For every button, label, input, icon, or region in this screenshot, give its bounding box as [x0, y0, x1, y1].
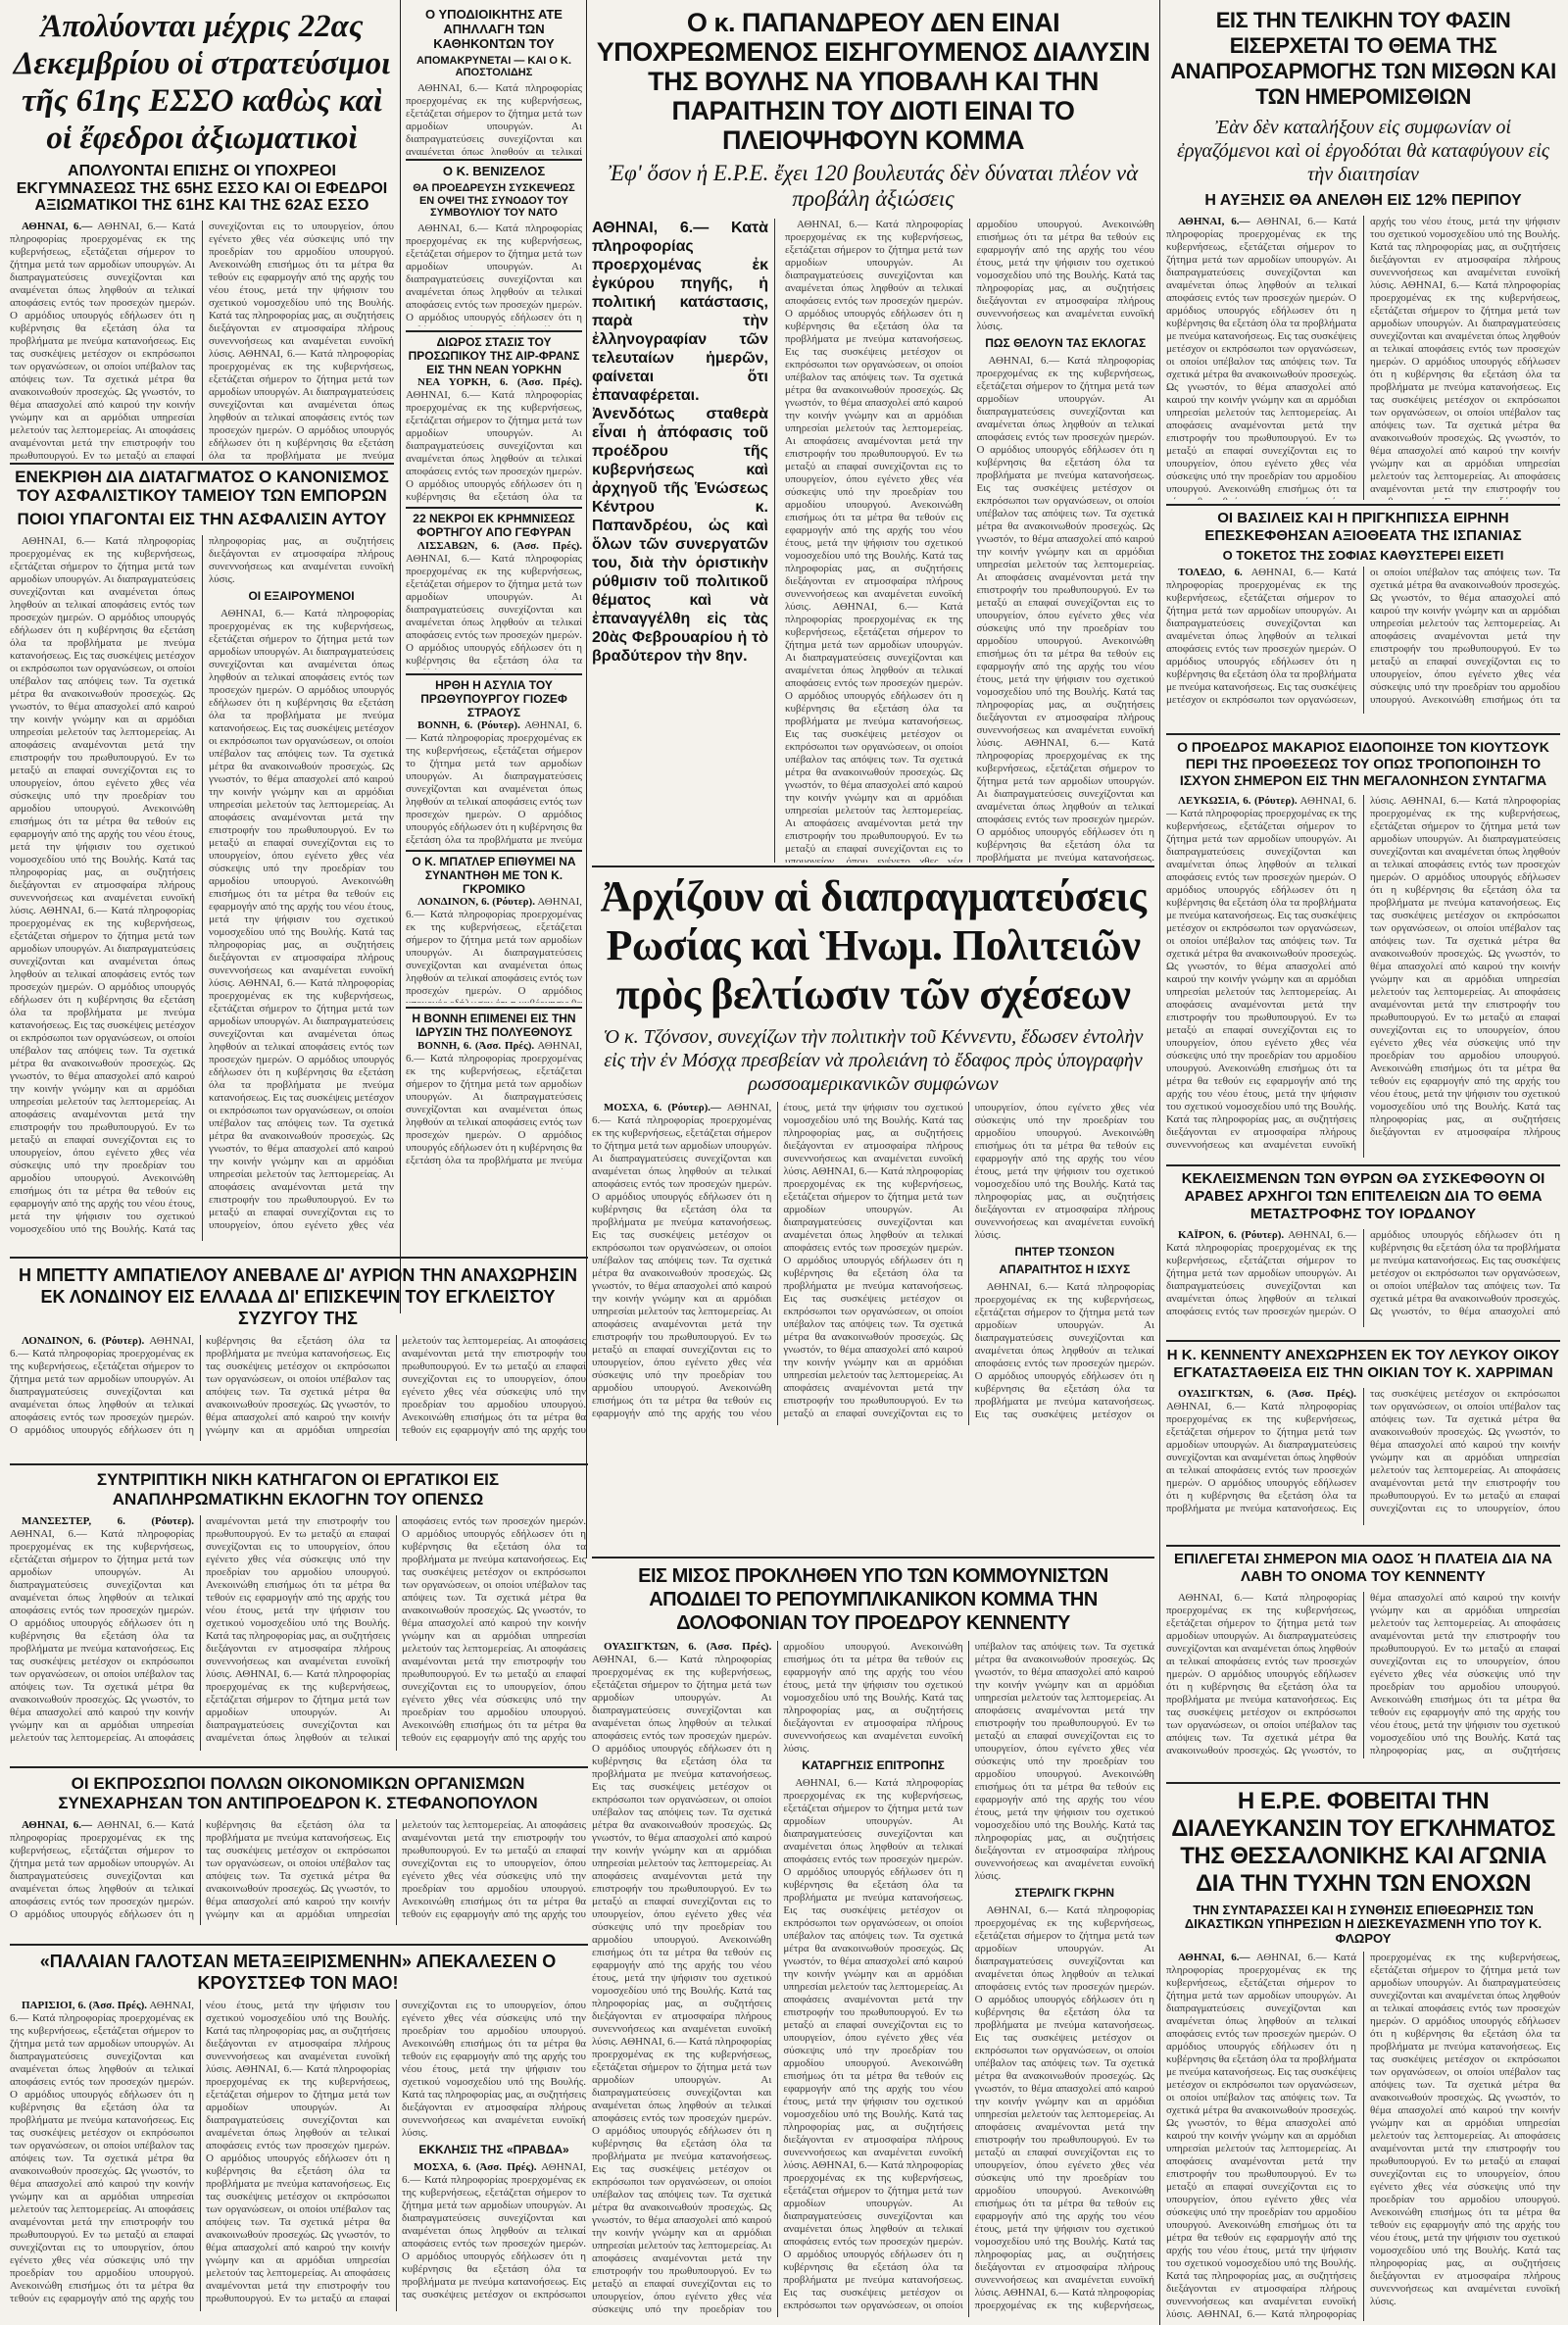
- subheadline: ΠΟΙΟΙ ΥΠΑΓΟΝΤΑΙ ΕΙΣ ΤΗΝ ΑΣΦΑΛΙΣΙΝ ΑΥΤΟΥ: [17, 510, 387, 529]
- article-ekprosopoi: [10, 1774, 586, 1941]
- headline: ΟΙ ΕΚΠΡΟΣΩΠΟΙ ΠΟΛΛΩΝ ΟΙΚΟΝΟΜΙΚΩΝ ΟΡΓΑΝΙΣΜΩΝ ΣΥΝΕΧΑΡΗΣΑΝ ΤΟΝ ΑΝΤΙΠΡΟΕΔΡΟΝ Κ. ΣΤΕΦΑΝΟΠΟΥΛΟΝ: [58, 1774, 538, 1812]
- headline: ΕΙΣ ΜΙΣΟΣ ΠΡΟΚΛΗΘΕΝ ΥΠΟ ΤΩΝ ΚΟΜΜΟΥΝΙΣΤΩΝ ΑΠΟΔΙΔΕΙ ΤΟ ΡΕΠΟΥΜΠΛΙΚΑΝΙΚΟΝ ΚΟΜΜΑ ΤΗΝ ΔΟΛΟΦΟΝΙΑΝ ΤΟΥ ΠΡΟΕΔΡΟΥ ΚΕΝΝΕΝΤΥ: [638, 1565, 1108, 1634]
- article-body: [10, 1335, 586, 1441]
- headline: ΕΠΙΛΕΓΕΤΑΙ ΣΗΜΕΡΟΝ ΜΙΑ ΟΔΟΣ Ή ΠΛΑΤΕΙΑ ΔΙΑ ΝΑ ΛΑΒΗ ΤΟ ΟΝΟΜΑ ΤΟΥ ΚΕΝΝΕΝΤΥ: [1174, 1551, 1552, 1585]
- section-heading: ΟΙ ΕΞΑΙΡΟΥΜΕΝΟΙ: [248, 589, 355, 604]
- section-rule: [1166, 1164, 1560, 1166]
- brief-ypodioikitis: [406, 8, 582, 155]
- article-telikifasin: [1166, 8, 1560, 500]
- article-body: [406, 896, 582, 1003]
- dateline: ΚΑΪΡΟΝ, 6. (Ρόυτερ).: [1178, 1229, 1285, 1241]
- section-rule: [10, 463, 394, 465]
- section-heading: ΑΠΑΡΑΙΤΗΤΟΣ Η ΙΣΧΥΣ: [999, 1261, 1131, 1276]
- article-body: [1166, 1952, 1560, 2321]
- subheadline: ΑΠΟΜΑΚΡΥΝΕΤΑΙ — ΚΑΙ Ο Κ. ΑΠΟΣΤΟΛΙΔΗΣ: [416, 54, 572, 79]
- body-text: [1166, 567, 1560, 706]
- dateline: ΟΥΑΣΙΓΚΤΩΝ, 6. (Ἀσσ. Πρές).: [604, 1641, 772, 1653]
- body-text: [10, 1335, 586, 1436]
- body-text: [1166, 1952, 1560, 2320]
- body-text: [406, 82, 582, 155]
- dateline: ΒΟΝΝΗ, 6. (Ρόυτερ).: [417, 719, 520, 732]
- article-body: [406, 82, 582, 155]
- article-apolyontai: [10, 8, 394, 461]
- article-kennenty-lefkos: [1166, 1347, 1560, 1543]
- article-body: [1166, 1229, 1560, 1327]
- section-rule: [592, 1557, 1154, 1558]
- headline: ΚΕΚΛΕΙΣΜΕΝΩΝ ΤΩΝ ΘΥΡΩΝ ΘΑ ΣΥΣΚΕΦΘΟΥΝ ΟΙ ΑΡΑΒΕΣ ΑΡΧΗΓΟΙ ΤΩΝ ΕΠΙΤΕΛΕΙΩΝ ΔΙΑ ΤΟ ΘΕΜΑ ΜΕΤΑΣΤΡΟΦΗΣ ΤΟΥ ΙΟΡΔΑΝΟΥ: [1181, 1170, 1545, 1222]
- body-text: [1166, 795, 1560, 1151]
- dateline: ΟΥΑΣΙΓΚΤΩΝ, 6. (Ἀσσ. Πρές).: [1178, 1388, 1356, 1400]
- body-text: [10, 1515, 586, 1744]
- dateline: ΛΟΝΔΙΝΟΝ, 6. (Ρόυτερ).: [417, 896, 535, 909]
- headline: Ο κ. ΠΑΠΑΝΔΡΕΟΥ ΔΕΝ ΕΙΝΑΙ ΥΠΟΧΡΕΩΜΕΝΟΣ ΕΙΣΗΓΟΥΜΕΝΟΣ ΔΙΑΛΥΣΙΝ ΤΗΣ ΒΟΥΛΗΣ ΝΑ ΥΠΟΒΑΛΗ ΚΑΙ ΤΗΝ ΠΑΡΑΙΤΗΣΙΝ ΤΟΥ ΔΙΟΤΙ ΕΙΝΑΙ ΤΟ ΠΛΕΙΟΨΗΦΟΥΝ ΚΟΜΜΑ: [596, 8, 1151, 155]
- headline: Ο Κ. ΜΠΑΤΛΕΡ ΕΠΙΘΥΜΕΙ ΝΑ ΣΥΝΑΝΤΗΘΗ ΜΕ ΤΟΝ Κ. ΓΚΡΟΜΙΚΟ: [412, 856, 576, 896]
- article-archizoun: [592, 872, 1154, 1500]
- article-palaian: [10, 1951, 586, 2321]
- brief-nekroi22: [406, 513, 582, 669]
- subheadline: Ο ΤΟΚΕΤΟΣ ΤΗΣ ΣΟΦΙΑΣ ΚΑΘΥΣΤΕΡΕΙ ΕΙΣΕΤΙ: [1222, 548, 1504, 563]
- article-misos: [592, 1564, 1154, 2319]
- article-epilegetai: [1166, 1551, 1560, 1778]
- headline: ΕΙΣ ΤΗΝ ΤΕΛΙΚΗΝ ΤΟΥ ΦΑΣΙΝ ΕΙΣΕΡΧΕΤΑΙ ΤΟ ΘΕΜΑ ΤΗΣ ΑΝΑΠΡΟΣΑΡΜΟΓΗΣ ΤΩΝ ΜΙΣΘΩΝ ΚΑΙ ΤΩΝ ΗΜΕΡΟΜΙΣΘΙΩΝ: [1170, 8, 1556, 109]
- dateline: ΑΘΗΝΑΙ, 6.—: [1178, 215, 1250, 227]
- section-heading: ΠΗΤΕΡ ΤΣΟΝΣΟΝ: [1014, 1245, 1115, 1259]
- body-text: [406, 223, 582, 326]
- subheadline: ΑΠΟΛΥΟΝΤΑΙ ΕΠΙΣΗΣ ΟΙ ΥΠΟΧΡΕΟΙ ΕΚΓΥΜΝΑΣΕΩΣ ΤΗΣ 65ΗΣ ΕΣΣΟ ΚΑΙ ΟΙ ΕΦΕΔΡΟΙ ΑΞΙΩΜΑΤΙΚΟΙ ΤΗΣ 61ΗΣ ΚΑΙ ΤΗΣ 62ΑΣ ΕΣΣΟ: [16, 163, 388, 215]
- column-rule: [400, 0, 401, 1313]
- section-rule: [1166, 1782, 1560, 1784]
- article-body: [10, 535, 394, 1241]
- article-body: [406, 540, 582, 669]
- headline: ΔΙΩΡΟΣ ΣΤΑΣΙΣ ΤΟΥ ΠΡΟΣΩΠΙΚΟΥ ΤΗΣ ΑΙΡ-ΦΡΑΝΣ ΕΙΣ ΤΗΝ ΝΕΑΝ ΥΟΡΚΗΝ: [408, 336, 580, 376]
- section-heading: ΚΑΤΑΡΓΗΣΙΣ ΕΠΙΤΡΟΠΗΣ: [802, 1758, 945, 1772]
- column-rule: [586, 0, 587, 1558]
- section-heading: ΕΚΚΛΗΣΙΣ ΤΗΣ «ΠΡΑΒΔΑ»: [418, 2143, 569, 2156]
- section-heading: ΠΩΣ ΘΕΛΟΥΝ ΤΑΣ ΕΚΛΟΓΑΣ: [985, 335, 1147, 350]
- section-rule: [592, 866, 1154, 867]
- headline: Η ΒΟΝΝΗ ΕΠΙΜΕΝΕΙ ΕΙΣ ΤΗΝ ΙΔΡΥΣΙΝ ΤΗΣ ΠΟΛΥΕΘΝΟΥΣ: [412, 1013, 576, 1039]
- body-text: [10, 221, 394, 461]
- article-vasileis: [1166, 510, 1560, 730]
- headline: Ο ΥΠΟΔΙΟΙΚΗΤΗΣ ΑΤΕ ΑΠΗΛΛΑΓΗ ΤΩΝ ΚΑΘΗΚΟΝΤΩΝ ΤΟΥ: [425, 8, 563, 51]
- brief-rule: [406, 507, 582, 509]
- brief-venizelos: [406, 165, 582, 326]
- dateline: ΛΙΣΣΑΒΩΝ, 6. (Ἀσσ. Πρές).: [417, 539, 582, 552]
- body-text: [1166, 1388, 1560, 1514]
- headline: ΕΝΕΚΡΙΘΗ ΔΙΑ ΔΙΑΤΑΓΜΑΤΟΣ Ο ΚΑΝΟΝΙΣΜΟΣ ΤΟΥ ΑΣΦΑΛΙΣΤΙΚΟΥ ΤΑΜΕΙΟΥ ΤΩΝ ΕΜΠΟΡΩΝ: [15, 469, 389, 505]
- section-heading: ΣΤΕΡΛΙΓΚ ΓΚΡΗΝ: [1014, 1886, 1115, 1900]
- body-text: [10, 1819, 586, 1920]
- article-body: [1166, 795, 1560, 1158]
- article-body: [406, 223, 582, 326]
- subheadline: ΘΑ ΠΡΟΕΔΡΕΥΣΗ ΣΥΣΚΕΨΕΩΣ ΕΝ ΟΨΕΙ ΤΗΣ ΣΥΝΟΔΟΥ ΤΟΥ ΣΥΜΒΟΥΛΙΟΥ ΤΟΥ ΝΑΤΟ: [413, 181, 575, 220]
- body-text: [1166, 1592, 1560, 1756]
- article-body: [10, 2000, 586, 2311]
- article-body: [10, 221, 394, 461]
- brief-rule: [406, 1007, 582, 1009]
- dateline: ΜΟΣΧΑ, 6. (Ρόυτερ).—: [604, 1102, 722, 1113]
- subheadline: ΤΗΝ ΣΥΝΤΑΡΑΣΣΕΙ ΚΑΙ Η ΣΥΝΘΗΣΙΣ ΕΠΙΘΕΩΡΗΣΙΣ ΤΩΝ ΔΙΚΑΣΤΙΚΩΝ ΥΠΗΡΕΣΙΩΝ Η ΔΙΕΣΚΕΥΑΣΜΕΝΗ ΥΠΟ ΤΟΥ Κ. ΦΛΩΡΟΥ: [1184, 1903, 1543, 1946]
- body-text: [1166, 1229, 1560, 1317]
- body-text: [406, 1040, 582, 1169]
- article-ere-fovitai: [1166, 1788, 1560, 2321]
- body-text: [406, 719, 582, 846]
- brief-column: [406, 8, 582, 1255]
- article-body: [1166, 1388, 1560, 1525]
- dateline: ΤΟΛΕΔΟ, 6.: [1178, 567, 1243, 579]
- article-body: [1166, 567, 1560, 714]
- dateline: ΑΘΗΝΑΙ, 6.—: [1178, 1951, 1250, 1963]
- dateline: ΜΟΣΧΑ, 6. (Ἀσσ. Πρές).: [414, 2160, 537, 2173]
- article-body: [1166, 216, 1560, 500]
- dateline: ΜΑΝΣΕΣΤΕΡ, 6. (Ρόυτερ).: [22, 1515, 194, 1527]
- dateline: ΒΟΝΝΗ, 6. (Ἀσσ. Πρές).: [417, 1039, 535, 1052]
- brief-rule: [406, 159, 582, 161]
- headline: ΟΙ ΒΑΣΙΛΕΙΣ ΚΑΙ Η ΠΡΙΓΚΗΠΙΣΣΑ ΕΙΡΗΝΗ ΕΠΕΣΚΕΦΘΗΣΑΝ ΑΞΙΟΘΕΑΤΑ ΤΗΣ ΙΣΠΑΝΙΑΣ: [1204, 510, 1522, 544]
- subheadline: Ἐφ' ὅσον ἡ Ε.Ρ.Ε. ἔχει 120 βουλευτάς δὲν δύναται πλέον νὰ προβάλη ἀξιώσεις: [608, 161, 1139, 212]
- dateline: ΛΟΝΔΙΝΟΝ, 6. (Ρόυτερ).: [22, 1335, 145, 1347]
- headline: ΗΡΘΗ Η ΑΣΥΛΙΑ ΤΟΥ ΠΡΩΘΥΠΟΥΡΓΟΥ ΓΙΟΖΕΦ ΣΤΡΑΟΥΣ: [420, 679, 567, 719]
- section-rule: [1166, 1340, 1560, 1342]
- brief-vonni: [406, 1013, 582, 1169]
- headline: Ο ΠΡΟΕΔΡΟΣ ΜΑΚΑΡΙΟΣ ΕΙΔΟΠΟΙΗΣΕ ΤΟΝ ΚΙΟΥΤΣΟΥΚ ΠΕΡΙ ΤΗΣ ΠΡΟΘΕΣΕΩΣ ΤΟΥ ΟΠΩΣ ΤΡΟΠΟΠΟΙΗΣΗ ΤΟ ΙΣΧΥΟΝ ΣΗΜΕΡΟΝ ΕΙΣ ΤΗΝ ΜΕΓΑΛΟΝΗΣΟΝ ΣΥΝΤΑΓΜΑ: [1177, 739, 1549, 788]
- headline: Ἀρχίζουν αἱ διαπραγματεύσεις Ρωσίας καὶ Ἡνωμ. Πολιτειῶν πρὸς βελτίωσιν τῶν σχέσεων: [600, 872, 1147, 1018]
- brief-rule: [406, 850, 582, 852]
- section-rule: [10, 1944, 588, 1946]
- article-body: [1166, 1592, 1560, 1758]
- body-text: [1166, 216, 1560, 500]
- article-body: [10, 1515, 586, 1751]
- headline: Η ΜΠΕΤΤΥ ΑΜΠΑΤΙΕΛΟΥ ΑΝΕΒΑΛΕ ΔΙ' ΑΥΡΙΟΝ ΤΗΝ ΑΝΑΧΩΡΗΣΙΝ ΕΚ ΛΟΝΔΙΝΟΥ ΕΙΣ ΕΛΛΑΔΑ ΔΙ' ΕΠΙΣΚΕΨΙΝ ΤΟΥ ΕΓΚΛΕΙΣΤΟΥ ΣΥΖΥΓΟΥ ΤΗΣ: [18, 1265, 578, 1328]
- headline: Η Ε.Ρ.Ε. ΦΟΒΕΙΤΑΙ ΤΗΝ ΔΙΑΛΕΥΚΑΝΣΙΝ ΤΟΥ ΕΓΚΛΗΜΑΤΟΣ ΤΗΣ ΘΕΣΣΑΛΟΝΙΚΗΣ ΚΑΙ ΑΓΩΝΙΑ ΔΙΑ ΤΗΝ ΤΥΧΗΝ ΤΩΝ ΕΝΟΧΩΝ: [1171, 1788, 1555, 1897]
- article-syntriptiki: [10, 1470, 586, 1764]
- article-body: [406, 719, 582, 846]
- dateline: ΑΘΗΝΑΙ, 6.—: [22, 1819, 92, 1831]
- brief-rule: [406, 330, 582, 332]
- headline: ΣΥΝΤΡΙΠΤΙΚΗ ΝΙΚΗ ΚΑΤΗΓΑΓΟΝ ΟΙ ΕΡΓΑΤΙΚΟΙ ΕΙΣ ΑΝΑΠΛΗΡΩΜΑΤΙΚΗΝ ΕΚΛΟΓΗΝ ΤΟΥ ΟΠΕΝΣΩ: [96, 1470, 500, 1509]
- article-body: [406, 376, 582, 503]
- body-text: [209, 535, 394, 1231]
- section-rule: [1166, 733, 1560, 735]
- brief-diorostasis: [406, 336, 582, 503]
- body-text: [406, 553, 582, 669]
- article-body: [592, 1102, 1154, 1425]
- brief-iriasylia: [406, 679, 582, 846]
- subheadline-2: Η ΑΥΞΗΣΙΣ ΘΑ ΑΝΕΛΘΗ ΕΙΣ 12% ΠΕΡΙΠΟΥ: [1204, 192, 1522, 209]
- article-enekrithi: [10, 469, 394, 1253]
- article-papandreou: [592, 8, 1154, 863]
- headline: Ο Κ. ΒΕΝΙΖΕΛΟΣ: [442, 165, 546, 178]
- headline: «ΠΑΛΑΙΑΝ ΓΑΛΟΤΣΑΝ ΜΕΤΑΞΕΙΡΙΣΜΕΝΗΝ» ΑΠΕΚΑΛΕΣΕΝ Ο ΚΡΟΥΣΤΣΕΦ ΤΟΝ ΜΑΟ!: [39, 1952, 557, 1993]
- headline: 22 ΝΕΚΡΟΙ ΕΚ ΚΡΗΜΝΙΣΕΩΣ ΦΟΡΤΗΓΟΥ ΑΠΟ ΓΕΦΥΡΑΝ: [413, 513, 575, 539]
- section-rule: [10, 1463, 588, 1465]
- article-bpatelou: [10, 1264, 586, 1460]
- dateline: ΛΕΥΚΩΣΙΑ, 6. (Ρόυτερ).: [1178, 795, 1298, 807]
- dateline: ΝΕΑ ΥΟΡΚΗ, 6. (Ἀσσ. Πρές).: [417, 376, 582, 389]
- dateline: ΑΘΗΝΑΙ, 6.—: [22, 220, 93, 232]
- body-text: [406, 896, 582, 1003]
- column-rule: [1159, 0, 1160, 2325]
- body-text: [406, 389, 582, 503]
- article-body: [785, 219, 1154, 863]
- section-rule: [10, 1766, 588, 1768]
- subheadline: Ὁ κ. Τζόνσον, συνεχίζων τὴν πολιτικὴν τοῦ Κέννεντυ, ἔδωσεν ἐντολὴν εἰς τὴν ἐν Μόσχᾳ πρεσβείαν νὰ προλειάνη τὸ ἔδαφος πρὸς ὑπογραφὴν ρωσσοαμερικανικῶν συμφώνων: [603, 1026, 1144, 1095]
- lead-paragraph: ΑΘΗΝΑΙ, 6.— Κατὰ πληροφορίας προερχομένας ἐκ ἐγκύρου πηγῆς, ἡ πολιτική κατάστασις, παρὰ τὴν ἐλληνογραφίαν τῶν τελευταίων ἡμερῶν, φαίνεται ὅτι ἐπαναφέρεται. Ἀνενδότως σταθερὰ εἶναι ἡ ἀπόφασις τοῦ προέδρου τῆς κυβερνήσεως καὶ ἀρχηγοῦ τῆς Ἑνώσεως Κέντρου κ. Παπανδρέου, ὡς καὶ ὅλων τῶν συνεργατῶν του, διὰ τὴν ὁριστικὴν ρύθμισιν τοῦ πολιτικοῦ θέματος καὶ νὰ ἐπαναγγέλθη εἰς τὰς 20ὰς Φεβρουαρίου ἡ τὸ βραδύτερον τὴν 8ην.: [592, 219, 775, 863]
- subheadline: Ἐὰν δὲν καταλήξουν εἰς συμφωνίαν οἱ ἐργαζόμενοι καὶ οἱ ἐργοδόται θὰ καταφύγουν εἰς τὴν διαιτησίαν: [1176, 117, 1550, 185]
- article-body: [10, 1819, 586, 1925]
- headline: Η Κ. ΚΕΝΝΕΝΤΥ ΑΝΕΧΩΡΗΣΕΝ ΕΚ ΤΟΥ ΛΕΥΚΟΥ ΟΙΚΟΥ ΕΓΚΑΤΑΣΤΑΘΕΙΣΑ ΕΙΣ ΤΗΝ ΟΙΚΙΑΝ ΤΟΥ Κ. ΧΑΡΡΙΜΑΝ: [1166, 1347, 1560, 1381]
- brief-bpatler: [406, 856, 582, 1003]
- section-rule: [10, 1257, 588, 1259]
- article-body: [592, 1641, 1154, 2317]
- brief-rule: [406, 673, 582, 675]
- headline: Ἀπολύονται μέχρις 22ας Δεκεμβρίου οἱ στρατεύσιμοι τῆς 61ης ΕΣΣΟ καθὼς καὶ οἱ ἔφεδροι ἀξιωματικοὶ: [13, 9, 391, 156]
- article-body: [406, 1040, 582, 1169]
- section-rule: [1166, 1545, 1560, 1547]
- section-rule: [1166, 504, 1560, 506]
- dateline: ΠΑΡΙΣΙΟΙ, 6. (Ἀσσ. Πρές).: [22, 2000, 148, 2011]
- article-columns: [592, 219, 1154, 863]
- article-kekleismenon: [1166, 1170, 1560, 1337]
- article-makarios: [1166, 739, 1560, 1161]
